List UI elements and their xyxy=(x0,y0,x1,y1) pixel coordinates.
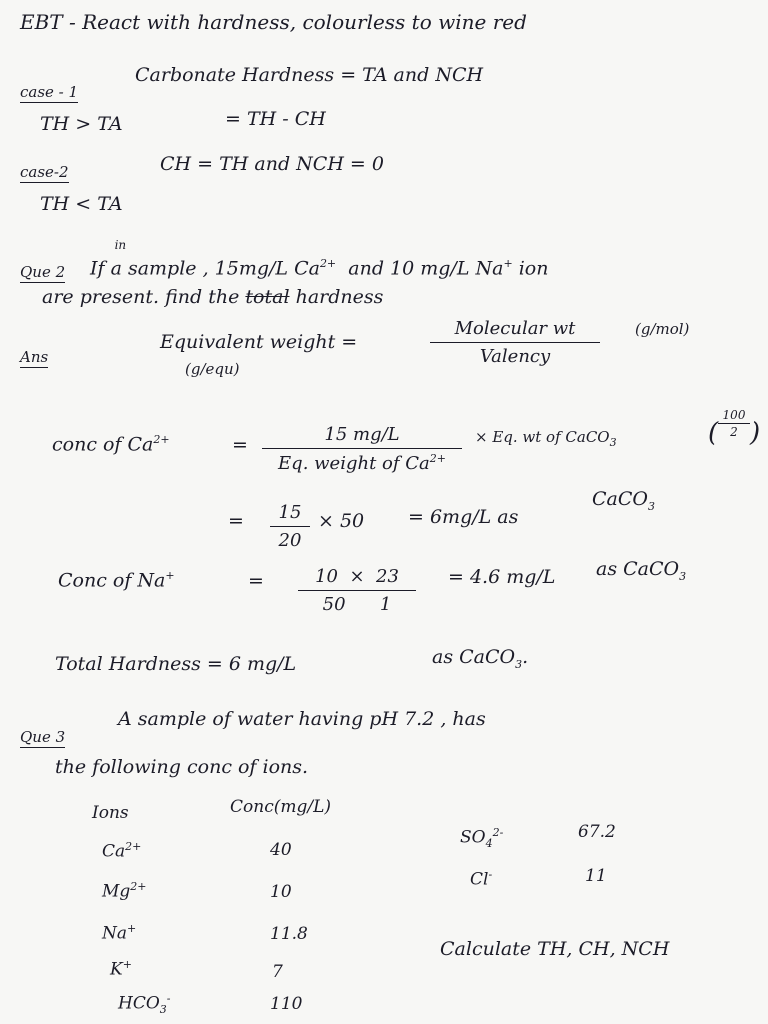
que2-if: If xyxy=(90,257,105,280)
ion-so4 xyxy=(460,826,503,850)
step-fraction xyxy=(270,502,310,551)
so4-value: 67.2 xyxy=(578,822,616,842)
paren-den: 2 xyxy=(730,425,738,439)
conc-na-den2: 1 xyxy=(379,594,392,615)
total-as-text: as CaCO xyxy=(432,646,516,668)
total-hardness: Total Hardness = 6 mg/L xyxy=(55,653,297,675)
conc-na-num2: 23 xyxy=(376,566,399,587)
step-den: 20 xyxy=(278,530,302,551)
conc-ca-den: Eq. weight of Ca xyxy=(278,453,430,474)
cl-charge: - xyxy=(488,868,493,881)
ans-label: Ans xyxy=(20,348,49,366)
step-caco-text: CaCO xyxy=(592,488,648,510)
ebt-note: EBT - React with hardness, colourless to wine red xyxy=(20,10,527,34)
cl-text: Cl xyxy=(470,869,489,890)
total-dot: . xyxy=(522,646,529,668)
ion-mg: Mg xyxy=(102,881,131,902)
so4-text: SO xyxy=(460,827,486,848)
eqwt-den: Valency xyxy=(479,346,551,367)
conc-na-eq: = xyxy=(248,570,264,592)
ion-name xyxy=(102,880,147,902)
que2-na: and 10 mg/L Na xyxy=(348,257,504,280)
ion-conc: 40 xyxy=(270,840,292,860)
que2-sample: a sample , 15mg/L Ca xyxy=(110,257,320,280)
case1-condition: TH > TA xyxy=(40,113,123,135)
conc-na-label xyxy=(58,570,175,590)
conc-na-charge: + xyxy=(165,569,175,582)
ion-hco3: HCO xyxy=(118,993,160,1014)
ion-ca: Ca xyxy=(102,841,126,862)
conc-ca-num: 15 mg/L xyxy=(324,424,400,445)
que2-line1 xyxy=(90,238,549,280)
ion-conc: 10 xyxy=(270,882,292,902)
ion-hco3-sub: 3 xyxy=(159,1003,167,1017)
ion-conc: 110 xyxy=(270,994,303,1014)
que2-ca-charge: 2+ xyxy=(319,257,337,270)
step-caco-sub: 3 xyxy=(647,499,655,513)
ion-name xyxy=(118,992,171,1016)
ion-conc: 11.8 xyxy=(270,924,308,944)
ion-name xyxy=(102,922,136,944)
que2-na-charge: + xyxy=(503,257,513,270)
eqwt-num: Molecular wt xyxy=(454,318,576,339)
conc-ca-caco-sub: 3 xyxy=(609,436,617,449)
conc-na-as-text: as CaCO xyxy=(596,558,680,580)
que3-line2: the following conc of ions. xyxy=(55,756,309,778)
que2-total-struck: total xyxy=(245,286,290,308)
ion-k-charge: + xyxy=(122,958,132,971)
step-num: 15 xyxy=(278,502,302,523)
conc-ca-fraction xyxy=(262,424,462,474)
paren-open: ( xyxy=(708,418,719,448)
conc-ca-charge: 2+ xyxy=(153,433,170,446)
conc-ca-label xyxy=(52,434,170,454)
ion-name xyxy=(102,840,141,862)
paren-close: ) xyxy=(750,418,761,448)
que2-line2 xyxy=(42,288,383,307)
que3-label: Que 3 xyxy=(20,728,66,746)
calculate-instruction: Calculate TH, CH, NCH xyxy=(440,938,670,960)
conc-na-den1: 50 xyxy=(322,594,346,615)
step-result: = 6mg/L as xyxy=(408,506,519,528)
eqwt-unit-left: (g/equ) xyxy=(185,360,240,378)
conc-na-num1: 10 xyxy=(315,566,338,587)
ion-mg-charge: 2+ xyxy=(130,880,147,893)
conc-ca-mult xyxy=(475,430,617,448)
total-as-sub: 3 xyxy=(515,657,523,671)
que2-ion: ion xyxy=(518,257,549,280)
eqwt-unit-right: (g/mol) xyxy=(635,320,690,338)
so4-sub: 4 xyxy=(485,837,493,851)
que3-line1: A sample of water having pH 7.2 , has xyxy=(118,708,486,730)
cl-value: 11 xyxy=(585,866,607,886)
conc-na-as-sub: 3 xyxy=(679,569,687,583)
eqwt-fraction xyxy=(430,318,600,367)
ion-conc: 7 xyxy=(272,962,283,982)
ion-na: Na xyxy=(102,923,128,944)
col-conc: Conc(mg/L) xyxy=(230,797,331,817)
ion-na-charge: + xyxy=(127,922,137,935)
step-mult: × 50 xyxy=(318,510,365,532)
case1-relation: = TH - CH xyxy=(225,108,326,130)
que2-hardness: hardness xyxy=(295,286,384,308)
conc-na-text: Conc of Na xyxy=(58,569,166,592)
col-ions: Ions xyxy=(92,803,129,823)
step-caco xyxy=(592,490,655,512)
case2-label: case-2 xyxy=(20,163,69,181)
conc-ca-mult-text: × Eq. wt of CaCO xyxy=(475,428,610,446)
ion-hco3-charge: - xyxy=(166,992,171,1005)
ion-ca-charge: 2+ xyxy=(125,840,142,853)
eqwt-left: Equivalent weight = xyxy=(160,331,358,353)
conc-ca-den-charge: 2+ xyxy=(429,452,446,465)
conc-na-result: = 4.6 mg/L xyxy=(448,566,556,588)
conc-na-fraction xyxy=(298,566,416,615)
conc-ca-text: conc of Ca xyxy=(52,433,154,456)
ion-name xyxy=(110,958,132,980)
que2-label: Que 2 xyxy=(20,263,66,281)
case1-label: case - 1 xyxy=(20,83,79,101)
que2-present: are present. find the xyxy=(42,286,240,308)
step-eq: = xyxy=(228,510,244,532)
total-hardness-as xyxy=(432,648,528,670)
conc-na-x: × xyxy=(349,566,365,587)
ion-cl xyxy=(470,868,492,890)
paren-num: 100 xyxy=(722,408,746,422)
so4-charge: 2- xyxy=(492,826,504,839)
case2-condition: TH < TA xyxy=(40,193,123,215)
ion-k: K xyxy=(110,959,123,980)
case2-text: CH = TH and NCH = 0 xyxy=(160,153,384,175)
conc-na-as xyxy=(596,560,686,582)
paren-fraction xyxy=(718,408,750,439)
que2-insert-in: in xyxy=(114,238,127,253)
conc-ca-eq: = xyxy=(232,434,248,456)
case1-text: Carbonate Hardness = TA and NCH xyxy=(135,64,484,86)
